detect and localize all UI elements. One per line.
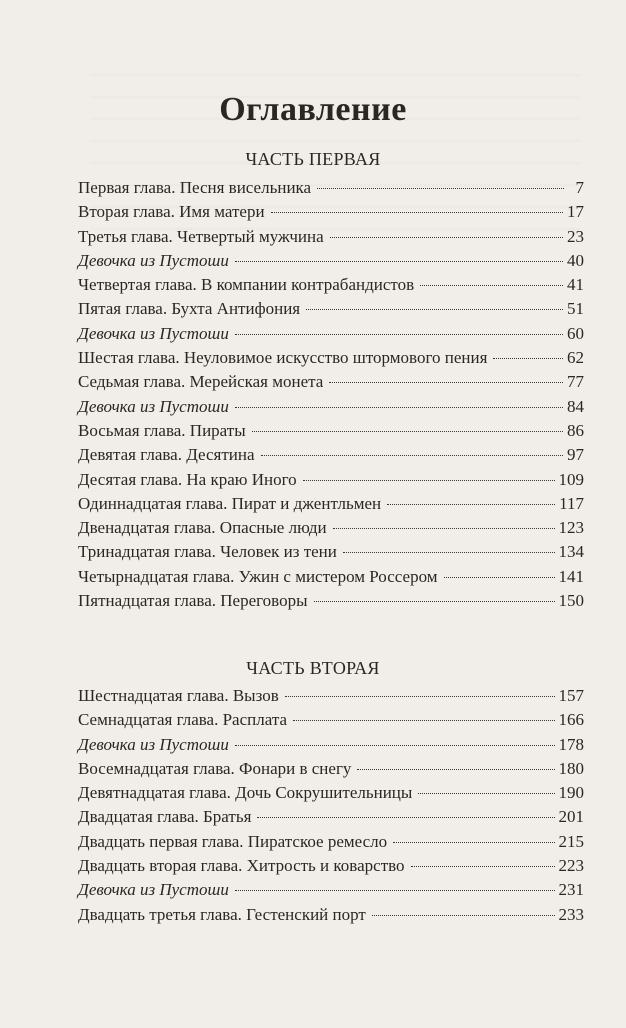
toc-entry-page-number: 123 bbox=[558, 518, 584, 538]
dot-leader bbox=[235, 407, 563, 408]
toc-entry-page-number: 84 bbox=[567, 396, 584, 416]
dot-leader bbox=[444, 577, 555, 578]
dot-leader bbox=[261, 455, 563, 456]
toc-entry-title: Тринадцатая глава. Человек из тени bbox=[78, 542, 337, 562]
toc-entry-title: Девочка из Пустоши bbox=[78, 396, 229, 416]
toc-entry bbox=[78, 370, 584, 394]
dot-leader bbox=[493, 358, 563, 359]
toc-entry-title: Третья глава. Четвертый мужчина bbox=[78, 226, 324, 246]
toc-entry bbox=[78, 878, 584, 902]
dot-leader bbox=[330, 237, 563, 238]
dot-leader bbox=[303, 480, 555, 481]
toc-entry-page-number: 77 bbox=[567, 372, 584, 392]
toc-entry-page-number: 157 bbox=[558, 686, 584, 705]
toc-entry-page-number: 190 bbox=[558, 783, 584, 803]
toc-entry-title: Шестая глава. Неуловимое искусство штормового пения bbox=[78, 348, 488, 368]
toc-entry-title: Пятая глава. Бухта Антифония bbox=[78, 299, 301, 319]
dot-leader bbox=[271, 212, 563, 213]
dot-leader bbox=[235, 334, 563, 335]
dot-leader bbox=[293, 720, 555, 721]
toc-entry bbox=[78, 322, 584, 346]
toc-entry bbox=[78, 200, 584, 224]
toc-entry bbox=[78, 516, 584, 540]
toc-entry bbox=[78, 176, 584, 200]
toc-entry-page-number: 62 bbox=[567, 348, 584, 368]
toc-entry-page-number: 40 bbox=[567, 250, 584, 270]
toc-entry-title: Восемнадцатая глава. Фонари в снегу bbox=[78, 758, 352, 778]
toc-entry bbox=[78, 781, 584, 805]
dot-leader bbox=[317, 188, 564, 189]
toc-entry-page-number: 233 bbox=[558, 904, 584, 924]
dot-leader bbox=[235, 261, 563, 262]
toc-entry-title: Четвертая глава. В компании контрабандистов bbox=[78, 275, 415, 295]
toc-entry-page-number: 51 bbox=[567, 299, 584, 319]
toc-entry-title: Двадцать вторая глава. Хитрость и коварство bbox=[78, 856, 405, 876]
toc-entry-title: Седьмая глава. Мерейская монета bbox=[78, 372, 324, 392]
toc-entry-title: Девятнадцатая глава. Дочь Сокрушительницы bbox=[78, 783, 413, 803]
toc-entry bbox=[78, 733, 584, 757]
toc-entry-title: Четырнадцатая глава. Ужин с мистером Россером bbox=[78, 566, 438, 586]
dot-leader bbox=[306, 309, 563, 310]
dot-leader bbox=[314, 601, 555, 602]
toc-entry bbox=[78, 273, 584, 297]
toc-entry-page-number: 97 bbox=[567, 445, 584, 465]
dot-leader bbox=[285, 696, 555, 697]
toc-entry-page-number: 109 bbox=[558, 469, 584, 489]
toc-entry bbox=[78, 540, 584, 564]
toc-entry-title: Девочка из Пустоши bbox=[78, 880, 229, 900]
dot-leader bbox=[357, 769, 554, 770]
toc-entry-title: Двенадцатая глава. Опасные люди bbox=[78, 518, 327, 538]
toc-entry bbox=[78, 805, 584, 829]
toc-entry-title: Девятая глава. Десятина bbox=[78, 445, 255, 465]
toc-entry bbox=[78, 249, 584, 273]
toc-entry-title: Двадцать первая глава. Пиратское ремесло bbox=[78, 831, 388, 851]
toc-entry bbox=[78, 492, 584, 516]
toc-entry bbox=[78, 903, 584, 927]
toc-entry bbox=[78, 346, 584, 370]
toc-entry-title: Первая глава. Песня висельника bbox=[78, 178, 312, 197]
dot-leader bbox=[387, 504, 555, 505]
toc-entry bbox=[78, 225, 584, 249]
toc-entry-page-number: 150 bbox=[558, 591, 584, 611]
toc-entry bbox=[78, 297, 584, 321]
toc-entry-page-number: 180 bbox=[558, 758, 584, 778]
toc-entry-page-number: 201 bbox=[558, 807, 584, 827]
toc-entry bbox=[78, 684, 584, 708]
toc-entry bbox=[78, 395, 584, 419]
toc-entry-page-number: 41 bbox=[567, 275, 584, 295]
dot-leader bbox=[235, 890, 555, 891]
toc-entry bbox=[78, 419, 584, 443]
toc-entry-title: Восьмая глава. Пираты bbox=[78, 420, 246, 440]
dot-leader bbox=[257, 817, 554, 818]
toc-entry-title: Семнадцатая глава. Расплата bbox=[78, 710, 287, 730]
toc-entry-title: Десятая глава. На краю Иного bbox=[78, 469, 297, 489]
dot-leader bbox=[343, 552, 555, 553]
page-title: Оглавление bbox=[219, 90, 407, 128]
toc-entry bbox=[78, 443, 584, 467]
toc-entry bbox=[78, 565, 584, 589]
toc-entry-title: Шестнадцатая глава. Вызов bbox=[78, 686, 279, 705]
toc-entry bbox=[78, 708, 584, 732]
toc-entry-title: Двадцать третья глава. Гестенский порт bbox=[78, 904, 366, 924]
toc-entry-title: Девочка из Пустоши bbox=[78, 323, 229, 343]
dot-leader bbox=[252, 431, 563, 432]
toc-entry-title: Вторая глава. Имя матери bbox=[78, 202, 265, 222]
toc-entry-page-number: 223 bbox=[558, 856, 584, 876]
toc-entry-page-number: 7 bbox=[575, 178, 584, 197]
toc-entry-page-number: 178 bbox=[558, 734, 584, 754]
dot-leader bbox=[329, 382, 563, 383]
toc-entry-page-number: 166 bbox=[558, 710, 584, 730]
dot-leader bbox=[333, 528, 555, 529]
dot-leader bbox=[372, 915, 555, 916]
toc-entry-page-number: 215 bbox=[558, 831, 584, 851]
toc-entry-page-number: 86 bbox=[567, 420, 584, 440]
toc-entry bbox=[78, 830, 584, 854]
toc-entry-title: Двадцатая глава. Братья bbox=[78, 807, 252, 827]
toc-entry bbox=[78, 589, 584, 613]
toc-entry bbox=[78, 757, 584, 781]
dot-leader bbox=[411, 866, 555, 867]
dot-leader bbox=[418, 793, 554, 794]
toc-entry-page-number: 117 bbox=[559, 493, 584, 513]
dot-leader bbox=[235, 745, 555, 746]
toc-entry-page-number: 23 bbox=[567, 226, 584, 246]
part-two-heading: ЧАСТЬ ВТОРАЯ bbox=[246, 658, 380, 678]
toc-entry-page-number: 17 bbox=[567, 202, 584, 222]
toc-list-part-two bbox=[78, 684, 584, 927]
part-one-heading: ЧАСТЬ ПЕРВАЯ bbox=[245, 149, 381, 169]
toc-entry-page-number: 141 bbox=[558, 566, 584, 586]
toc-entry-title: Девочка из Пустоши bbox=[78, 734, 229, 754]
toc-entry-page-number: 60 bbox=[567, 323, 584, 343]
toc-entry-title: Пятнадцатая глава. Переговоры bbox=[78, 591, 308, 611]
toc-entry-page-number: 134 bbox=[558, 542, 584, 562]
dot-leader bbox=[420, 285, 563, 286]
toc-entry-title: Девочка из Пустоши bbox=[78, 250, 229, 270]
toc-entry bbox=[78, 468, 584, 492]
toc-list-part-one bbox=[78, 176, 584, 613]
dot-leader bbox=[393, 842, 554, 843]
toc-entry-title: Одиннадцатая глава. Пират и джентльмен bbox=[78, 493, 382, 513]
toc-entry bbox=[78, 854, 584, 878]
toc-entry-page-number: 231 bbox=[558, 880, 584, 900]
